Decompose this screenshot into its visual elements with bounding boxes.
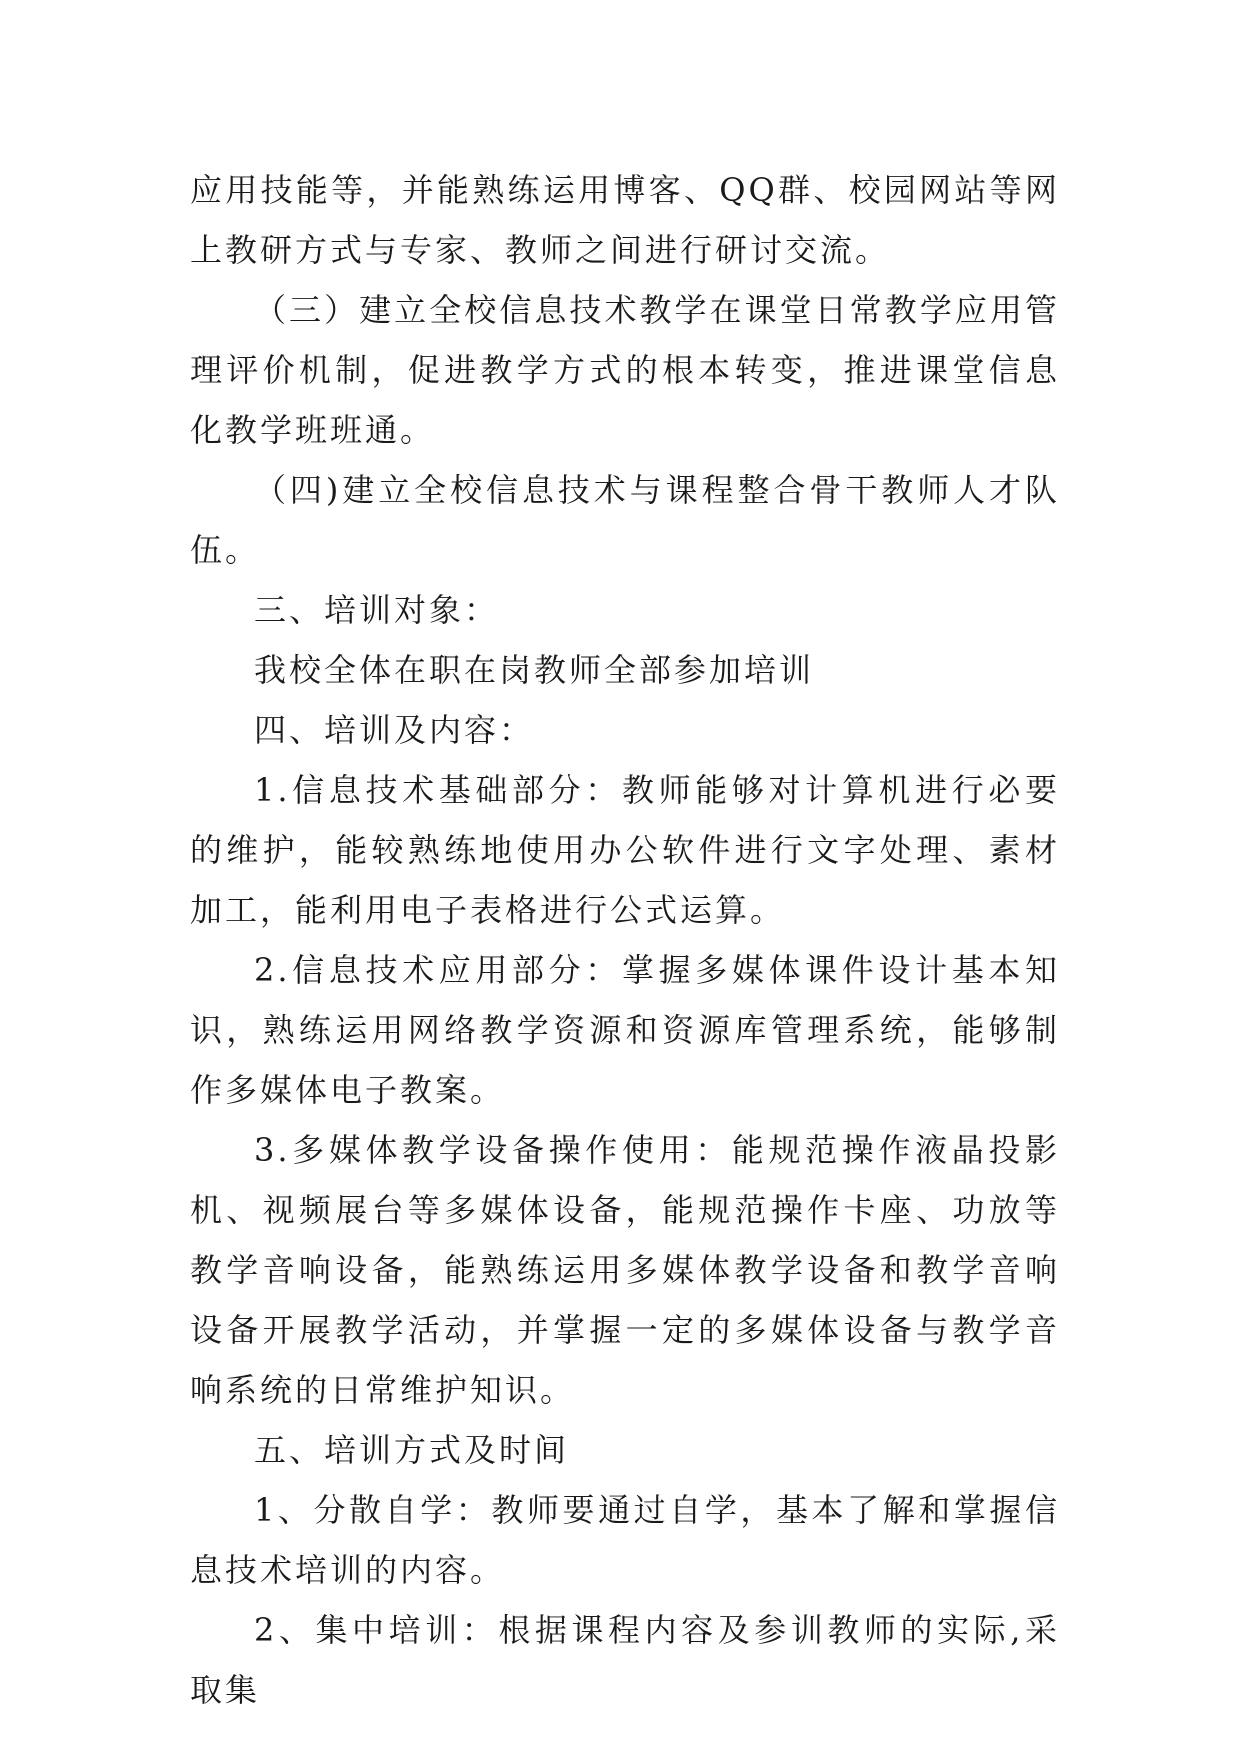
paragraph-11: 1、分散自学：教师要通过自学，基本了解和掌握信息技术培训的内容。 bbox=[190, 1491, 1060, 1589]
paragraph-9: 3.多媒体教学设备操作使用：能规范操作液晶投影机、视频展台等多媒体设备，能规范操作卡座、功放等教学音响设备，能熟练运用多媒体教学设备和教学音响设备开展教学活动，并掌握一定的多媒体设备与教学音响系统的日常维护知识。 bbox=[190, 1131, 1060, 1409]
document-body bbox=[190, 160, 1060, 1720]
section-heading-5: 五、培训方式及时间 bbox=[254, 1431, 570, 1469]
paragraph-12: 2、集中培训：根据课程内容及参训教师的实际,采取集 bbox=[190, 1611, 1060, 1709]
paragraph-1: 应用技能等，并能熟练运用博客、QQ群、校园网站等网上教研方式与专家、教师之间进行研讨交流。 bbox=[190, 171, 1060, 269]
section-heading-4: 四、培训及内容： bbox=[254, 711, 535, 749]
paragraph-8: 2.信息技术应用部分：掌握多媒体课件设计基本知识，熟练运用网络教学资源和资源库管理系统，能够制作多媒体电子教案。 bbox=[190, 951, 1060, 1109]
section-heading-3: 三、培训对象： bbox=[254, 591, 500, 629]
paragraph-5: 我校全体在职在岗教师全部参加培训 bbox=[254, 651, 815, 689]
paragraph-3: （四)建立全校信息技术与课程整合骨干教师人才队伍。 bbox=[190, 471, 1060, 569]
paragraph-2: （三）建立全校信息技术教学在课堂日常教学应用管理评价机制，促进教学方式的根本转变，推进课堂信息化教学班班通。 bbox=[190, 291, 1060, 449]
paragraph-7: 1.信息技术基础部分：教师能够对计算机进行必要的维护，能较熟练地使用办公软件进行文字处理、素材加工，能利用电子表格进行公式运算。 bbox=[190, 771, 1060, 929]
